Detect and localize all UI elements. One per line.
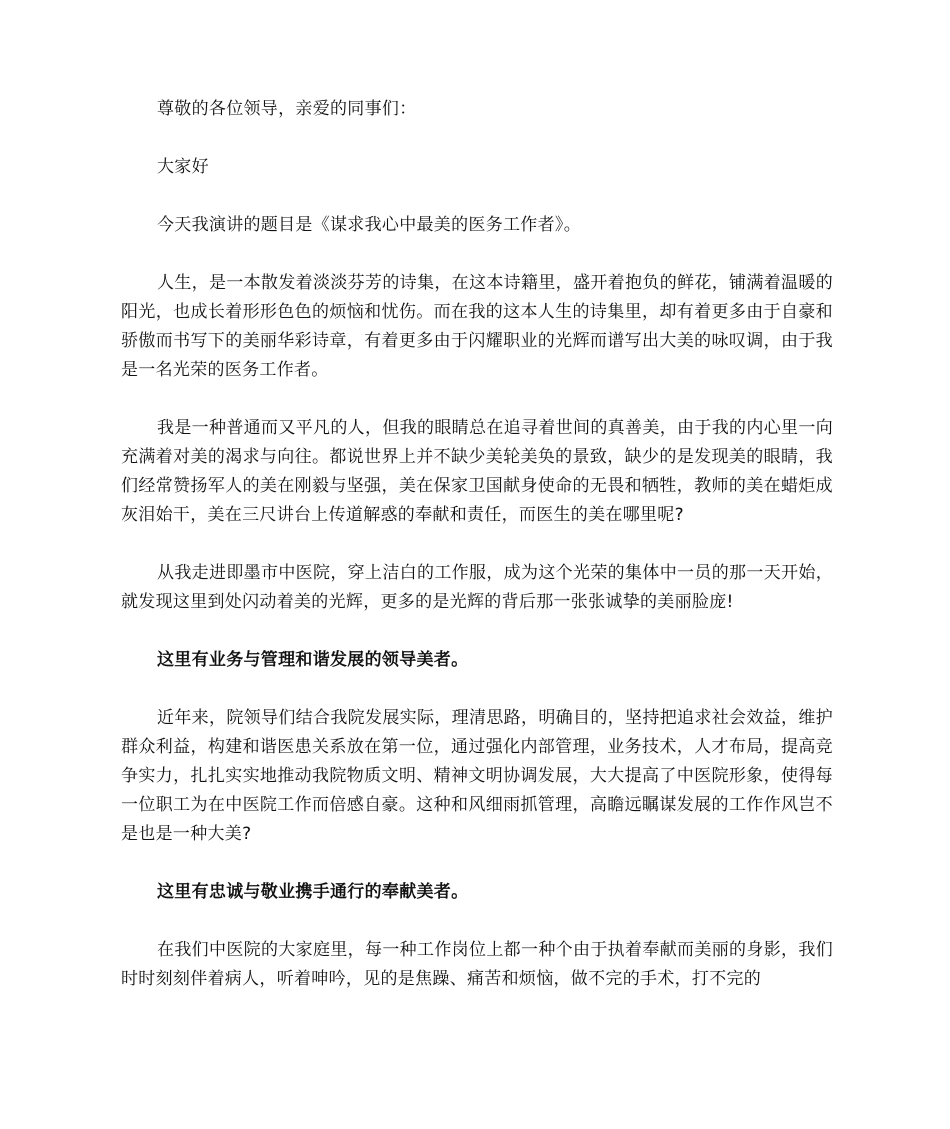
- speech-title-line: 今天我演讲的题目是《谋求我心中最美的医务工作者》。: [157, 215, 581, 235]
- section-heading-leadership: 这里有业务与管理和谐发展的领导美者。: [157, 650, 469, 670]
- paragraph-pursuit-of-beauty: 我是一种普通而又平凡的人，但我的眼睛总在追寻着世间的真善美，由于我的内心里一向充满着对美的渴求与向往。都说世界上并不缺少美轮美奂的景致，缺少的是发现美的眼睛，我们经常赞扬军人的美在刚毅与坚强，美在保家卫国献身使命的无畏和牺牲，教师的美在蜡炬成灰泪始干，美在三尺讲台上传道解惑的奉献和责任，而医生的美在哪里呢?: [121, 418, 833, 525]
- paragraph-dedication: 在我们中医院的大家庭里，每一种工作岗位上都一种个由于执着奉献而美丽的身影，我们时时刻刻伴着病人，听着呻吟，见的是焦躁、痛苦和烦恼，做不完的手术，打不完的: [121, 940, 833, 989]
- paragraph-life-poetry: 人生，是一本散发着淡淡芬芳的诗集，在这本诗籍里，盛开着抱负的鲜花，铺满着温暖的阳光，也成长着形形色色的烦恼和忧伤。而在我的这本人生的诗集里，却有着更多由于自豪和骄傲而书写下的美丽华彩诗章，有着更多由于闪耀职业的光辉而谱写出大美的咏叹调，由于我是一名光荣的医务工作者。: [121, 273, 833, 380]
- greeting: 大家好: [157, 157, 209, 177]
- paragraph-leadership: 近年来，院领导们结合我院发展实际，理清思路，明确目的，坚持把追求社会效益，维护群众利益，构建和谐医患关系放在第一位，通过强化内部管理，业务技术，人才布局，提高竞争实力，扎扎实实地推动我院物质文明、精神文明协调发展，大大提高了中医院形象，使得每一位职工为在中医院工作而倍感自豪。这种和风细雨抓管理，高瞻远瞩谋发展的工作作风岂不是也是一种大美?: [121, 708, 833, 844]
- paragraph-joining-hospital: 从我走进即墨市中医院，穿上洁白的工作服，成为这个光荣的集体中一员的那一天开始，就发现这里到处闪动着美的光辉，更多的是光辉的背后那一张张诚挚的美丽脸庞!: [121, 563, 833, 612]
- section-heading-dedication: 这里有忠诚与敬业携手通行的奉献美者。: [157, 882, 469, 902]
- document-page: [121, 95, 833, 1023]
- salutation: 尊敬的各位领导，亲爱的同事们：: [157, 99, 417, 119]
